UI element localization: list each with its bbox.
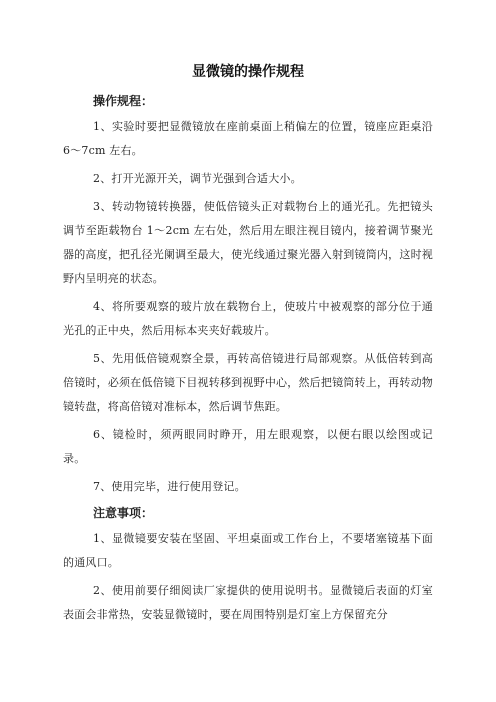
procedure-step-5: 5、先用低倍镜观察全景，再转高倍镜进行局部观察。从低倍转到高倍镜时，必须在低倍镜下目视转移到视野中心，然后把镜筒转上，再转动物镜转盘，将高倍镜对准标本，然后调节焦距。	[63, 352, 433, 413]
document-body	[63, 91, 433, 627]
procedure-step-1: 1、实验时要把显微镜放在座前桌面上稍偏左的位置，镜座应距桌沿 6～7cm 左右。	[63, 120, 433, 157]
precaution-item-1: 1、显微镜要安装在坚固、平坦桌面或工作台上，不要堵塞镜基下面的通风口。	[63, 532, 433, 569]
section-heading-precautions: 注意事项：	[93, 506, 154, 520]
procedure-step-3: 3、转动物镜转换器，使低倍镜头正对载物台上的通光孔。先把镜头调节至距载物台 1～2cm 左右处，然后用左眼注视目镜内，接着调节聚光器的高度，把孔径光阑调至最大，使光线通过聚光器入射到镜筒内，这时视野内呈明亮的状态。	[63, 200, 433, 285]
procedure-step-6: 6、镜检时，须两眼同时睁开，用左眼观察，以便右眼以绘图或记录。	[63, 428, 433, 465]
procedure-step-7: 7、使用完毕，进行使用登记。	[93, 480, 246, 493]
document-title: 显微镜的操作规程	[192, 64, 304, 80]
section-heading-procedure: 操作规程：	[93, 94, 154, 108]
procedure-step-2: 2、打开光源开关，调节光强到合适大小。	[93, 172, 302, 185]
procedure-step-4: 4、将所要观察的玻片放在载物台上，使玻片中被观察的部分位于通光孔的正中央，然后用标本夹夹好载玻片。	[63, 300, 433, 337]
precaution-item-2: 2、使用前要仔细阅读厂家提供的使用说明书。显微镜后表面的灯室表面会非常热，安装显微镜时，要在周围特别是灯室上方保留充分	[63, 584, 433, 621]
